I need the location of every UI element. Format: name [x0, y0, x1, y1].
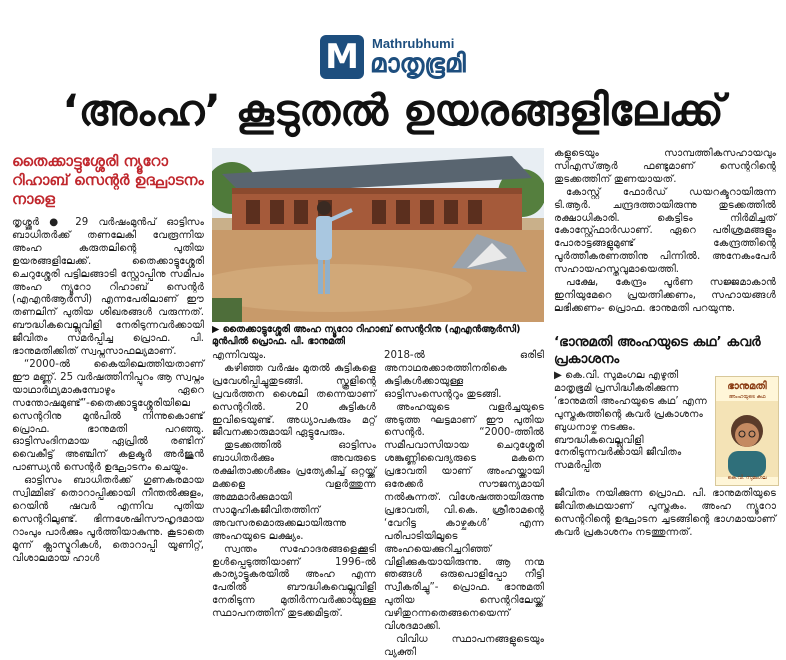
paragraph: തുടക്കത്തിൽ ഓട്ടിസം ബാധിതർക്കും അവരുടെ രക്ഷിതാക്കൾക്കും പ്രത്യേകിച്ച് ഒറ്റയ്ക്ക് മക്കളെ വളർത്തുന്ന അമ്മമാർക്കുമായി സാമൂഹികജീവിതത്തിന് അവസരമൊരുക്കലായിരുന്നു അംഹയുടെ ലക്ഷ്യം. — [212, 440, 376, 542]
paragraph: പക്ഷേ, കേന്ദ്രം പൂർണ സജ്ജമാകാൻ ഇനിയുമേറെ പ്രയത്നിക്കണം, സഹായങ്ങൾ ലഭിക്കണം- പ്രൊഫ. ഭാനുമതി പറയുന്നു. — [554, 277, 776, 314]
paragraph: “2000-ൽ കൈയിലെത്തിയതാണ് ഈ മണ്ണ്. 25 വർഷത്തിനിപ്പുറം ആ സ്വപ്നം യാഥാർഥ്യമാകുമ്പോഴും ഏറെ സന്തോഷമുണ്ട്”-തൈക്കാട്ടുശ്ശേരിയിലെ സെന്ററിനു മുൻപിൽ നിന്നുകൊണ്ട് പ്രൊഫ. ഭാനുമതി പറഞ്ഞു. ഓട്ടിസംദിനമായ ഏപ്രിൽ രണ്ടിന് വൈകീട്ട് അഞ്ചിന് കളക്ടർ അർജുൻ പാണ്ഡ്യൻ സെന്റർ ഉദ്ഘാടനം ചെയ്യും. — [12, 358, 204, 474]
paragraph: ഓട്ടിസം ബാധിതർക്ക് ഗുണകരമായ സ്വിമ്മിങ് തൊറാപ്പിക്കായി നീന്തൽക്കുളം, റെയിൻ ഷവർ എന്നിവ പുതിയ സെന്ററിലുണ്ട്. ഭിന്നശേഷിസൗഹൃദമായ റാംപും പാർക്കും പൂർത്തിയാകുന്നു. കൂടാതെ മൂന്ന് ക്ലാസ്മുറികൾ, തൊറാപ്പി യൂണിറ്റ്, വിശാലമായ ഹാൾ — [12, 475, 204, 564]
photo-caption: ▶ തൈക്കാട്ടുശ്ശേരി അംഹ ന്യൂറോ റിഹാബ് സെന്ററിനു (എഎൻആർസി) മുൻപിൽ പ്രൊഫ. പി. ഭാനുമതി — [212, 324, 521, 347]
article-photo — [212, 148, 544, 322]
paragraph: എന്നിവയും. — [212, 350, 267, 361]
masthead — [320, 35, 500, 83]
book-author: കെ.വി. സുമംഗല — [727, 475, 767, 481]
paragraph: വിവിധ സ്ഥാപനങ്ങളുടെയും വ്യക്തി — [384, 633, 544, 658]
paragraph: കോസ്റ്റ് ഫോർഡ് ഡയറക്ടറായിരുന്ന ടി.ആർ. ചന്ദ്രദത്തായിരുന്നു തുടക്കത്തിൽ രക്ഷാധികാരി. കെട്ടിടം നിർമിച്ചത് കോസ്റ്റ്ഫോർഡാണ്. ഏറെ പരിശ്രമങ്ങളും പോരാട്ടങ്ങളുമുണ്ട് കേന്ദ്രത്തിന്റെ പൂർത്തീകരണത്തിനു പിന്നിൽ. അനേകംപേർ സഹായഹസ്തവുമായെത്തി. — [554, 186, 776, 276]
sub-headline: തൈക്കാട്ടുശ്ശേരി ന്യൂറോ റിഹാബ് സെന്റർ ഉദ്ഘാടനം നാളെ — [12, 152, 204, 208]
brand-name-malayalam: മാതൃഭൂമി — [370, 49, 466, 79]
photo-illustration — [212, 148, 544, 322]
brand-name-english: Mathrubhumi — [372, 36, 455, 51]
paragraph: 2018-ൽ ഒരിടി അനാഥരക്കാരത്തിനരികെ കുട്ടികൾക്കായുള്ള ഓട്ടിസംസെന്ററും തുടങ്ങി. — [384, 350, 544, 400]
article-column-3 — [384, 350, 544, 660]
author-portrait-icon — [716, 401, 778, 477]
book-cover — [715, 376, 779, 486]
paragraph: തൃശ്ശൂർ ● 29 വർഷംമുൻപ് ഓട്ടിസം ബാധിതർക്ക് തണലേകി വേരൂന്നിയ അംഹ കരുതലിന്റെ പുതിയ ഉയരങ്ങളിലേക്ക്. തൈക്കാട്ടുശ്ശേരി ചെറുശ്ശേരി പട്ടിലങ്ങാടി സ്റ്റോപ്പിനു സമീപം അംഹ ന്യൂറോ റിഹാബ് സെന്റർ (എഎൻആർസി) എന്നപേരിലാണ് ഈ തണലിന് പുതിയ ശിഖരങ്ങൾ വരുന്നത്. ബൗദ്ധികവെല്ലുവിളി നേരിടുന്നവർക്കായി ജീവിതം സമർപ്പിച്ച പ്രൊഫ. പി. ഭാനുമതിക്കിത് സ്വപ്നസാഫല്യമാണ്. — [12, 217, 204, 358]
cover-release-text: ▶ കെ.വി. സുമംഗല എഴുതി മാതൃഭൂമി പ്രസിദ്ധീകരിക്കുന്ന ‘ഭാനുമതി അംഹയുടെ കഥ’ എന്ന പുസ്തകത്തിന്റെ കവർ പ്രകാശനം ബുധനാഴ്ച നടക്കും. ബൗദ്ധികവെല്ലുവിളി നേരിടുന്നവർക്കായി ജീവിതം സമർപ്പിത — [554, 370, 707, 472]
paragraph: സ്വന്തം സഹോദരങ്ങളെക്കൂടി ഉൾപ്പെടുത്തിയാണ് 1996-ൽ കാര്യാട്ടുകരയിൽ അംഹ എന്ന പേരിൽ ബൗദ്ധികവെല്ലുവിളി നേരിടുന്ന മുതിർന്നവർക്കായുള്ള സ്ഥാപനത്തിന് തുടക്കമിട്ടത്. — [212, 543, 376, 620]
article-column-1 — [12, 217, 204, 565]
paragraph: കളുടെയും സാമ്പത്തികസഹായവും സിഎസ്ആർ ഫണ്ടുമാണ് സെന്ററിന്റെ തുടക്കത്തിന് തുണയായത്. — [554, 148, 776, 185]
paragraph: അംഹയുടെ വളർച്ചയുടെ അടുത്ത ഘട്ടമാണ് ഈ പുതിയ സെന്റർ. “2000-ത്തിൽ സമീപവാസിയായ ചെറുശ്ശേരി ശങ്കുണ്ണിവൈദ്യരുടെ മകനെ പ്രഭാവതി യാണ് അംഹയ്ക്കായി ഒരേക്കർ സൗജന്യമായി നൽകുന്നത്. വിശേഷത്തായിരുന്നു പ്രഭാവതി, വി.കെ. ശ്രീരാമന്റെ ‘വേറിട്ട കാഴ്ചകൾ’ എന്ന പരിപാടിയിലൂടെ അംഹയെക്കുറിച്ചറിഞ്ഞ് വിളിക്കുകയായിരുന്നു. ആ നന്മ ഞങ്ങൾ ഒരുപൊളിപ്പോ നീട്ടി സ്വീകരിച്ചു”- പ്രൊഫ. ഭാനുമതി പുതിയ സെന്ററിലേയ്ക്ക് വഴിതുറന്നതെങ്ങനെയെന്ന് വിശദമാക്കി. — [384, 401, 544, 633]
paragraph: കഴിഞ്ഞ വർഷം മുതൽ കുട്ടികളെ പ്രവേശിപ്പിച്ചുതുടങ്ങി. സ്കൂളിന്റെ പ്രവർത്തന ശൈലി തന്നെയാണ് സെന്ററിൽ. 20 കുട്ടികൾ ഇവിടെയുണ്ട്. അധ്യാപകരും മറ്റ് ജീവനക്കാരുമായി ഏട്ടുപേരും. — [212, 362, 376, 439]
article-column-4 — [554, 148, 776, 316]
headline: ‘അംഹ’ കൂടുതൽ ഉയരങ്ങളിലേക്ക് — [62, 86, 724, 136]
cover-release-heading: ‘ഭാനുമതി അംഹയുടെ കഥ’ കവർ പ്രകാശനം — [554, 334, 761, 367]
article-column-2 — [212, 350, 376, 621]
mathrubhumi-logo-icon: M — [320, 35, 364, 79]
article-column-5: ജീവിതം നയിക്കുന്ന പ്രൊഫ. പി. ഭാനുമതിയുടെ ജീവിതകഥയാണ് പുസ്തകം. അംഹ ന്യൂറോ സെന്ററിന്റെ ഉദ്ഘാടന ച്ചടങ്ങിന്റെ ഭാഗമായാണ് കവർ പ്രകാശനം നടത്തുന്നത്. — [554, 488, 776, 538]
book-subtitle: അംഹയുടെ കഥ — [728, 394, 766, 400]
book-title: ഭാനുമതി — [727, 381, 767, 392]
